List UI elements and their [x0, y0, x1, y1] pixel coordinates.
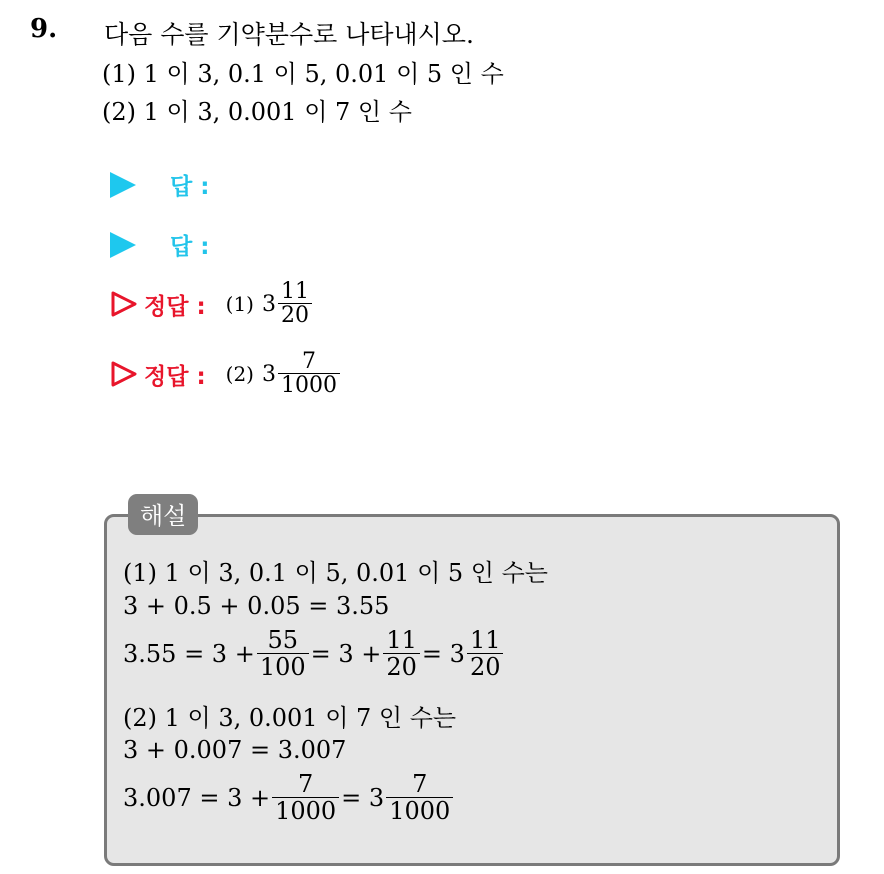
solution-title: 해설 — [128, 494, 198, 535]
fraction-numerator: 7 — [302, 349, 316, 374]
question-item-1: (1) 1 이 3, 0.1 이 5, 0.01 이 5 인 수 — [102, 60, 504, 88]
question-item-2: (2) 1 이 3, 0.001 이 7 인 수 — [102, 98, 412, 126]
question-number: 9. — [30, 14, 58, 44]
fraction-denominator: 1000 — [272, 797, 339, 824]
equation-text: = 3 — [341, 784, 385, 813]
fraction-numerator: 11 — [281, 279, 309, 304]
correct-whole: 3 — [262, 361, 276, 387]
fraction-numerator: 7 — [297, 770, 314, 798]
fraction — [272, 772, 339, 825]
outline-arrow-icon — [110, 290, 138, 318]
fraction-denominator: 20 — [467, 653, 504, 680]
solution-line-6 — [123, 772, 455, 825]
fraction-denominator: 20 — [278, 303, 312, 328]
outline-arrow-icon — [110, 360, 138, 388]
correct-fraction — [278, 280, 312, 328]
correct-fraction — [278, 350, 340, 398]
fraction-denominator: 1000 — [278, 373, 340, 398]
fraction — [386, 772, 453, 825]
equation-text: = 3 + — [310, 640, 382, 669]
equation-text: 3.55 = 3 + — [123, 640, 255, 669]
correct-whole: 3 — [262, 291, 276, 317]
fraction-numerator: 11 — [469, 626, 501, 654]
correct-label: 정답 : — [144, 293, 206, 320]
solution-line-4: (2) 1 이 3, 0.001 이 7 인 수는 — [123, 704, 457, 732]
correct-prefix: (1) — [225, 292, 254, 317]
equation-text: 3.007 = 3 + — [123, 784, 271, 813]
solution-line-3 — [123, 628, 505, 681]
correct-answer-1 — [110, 280, 314, 328]
fraction — [383, 628, 420, 681]
answer-row-2 — [110, 228, 209, 261]
fraction-denominator: 1000 — [386, 797, 453, 824]
answer-row-1 — [110, 168, 209, 201]
solution-line-2: 3 + 0.5 + 0.05 = 3.55 — [123, 592, 390, 620]
fraction-denominator: 20 — [383, 653, 420, 680]
solution-line-5: 3 + 0.007 = 3.007 — [123, 736, 347, 764]
solution-line-1: (1) 1 이 3, 0.1 이 5, 0.01 이 5 인 수는 — [123, 559, 548, 587]
answer-label: 답 : — [170, 234, 210, 260]
answer-label: 답 : — [170, 174, 210, 200]
fraction — [257, 628, 309, 681]
correct-prefix: (2) — [225, 362, 254, 387]
equation-text: = 3 — [421, 640, 465, 669]
fraction-numerator: 7 — [412, 770, 428, 798]
fraction-numerator: 55 — [267, 626, 298, 654]
play-arrow-icon — [110, 232, 136, 258]
fraction — [467, 628, 504, 681]
play-arrow-icon — [110, 172, 136, 198]
fraction-numerator: 11 — [386, 626, 417, 654]
correct-label: 정답 : — [144, 363, 206, 390]
question-prompt: 다음 수를 기약분수로 나타내시오. — [104, 20, 474, 49]
fraction-denominator: 100 — [257, 653, 309, 680]
correct-answer-2 — [110, 350, 342, 398]
